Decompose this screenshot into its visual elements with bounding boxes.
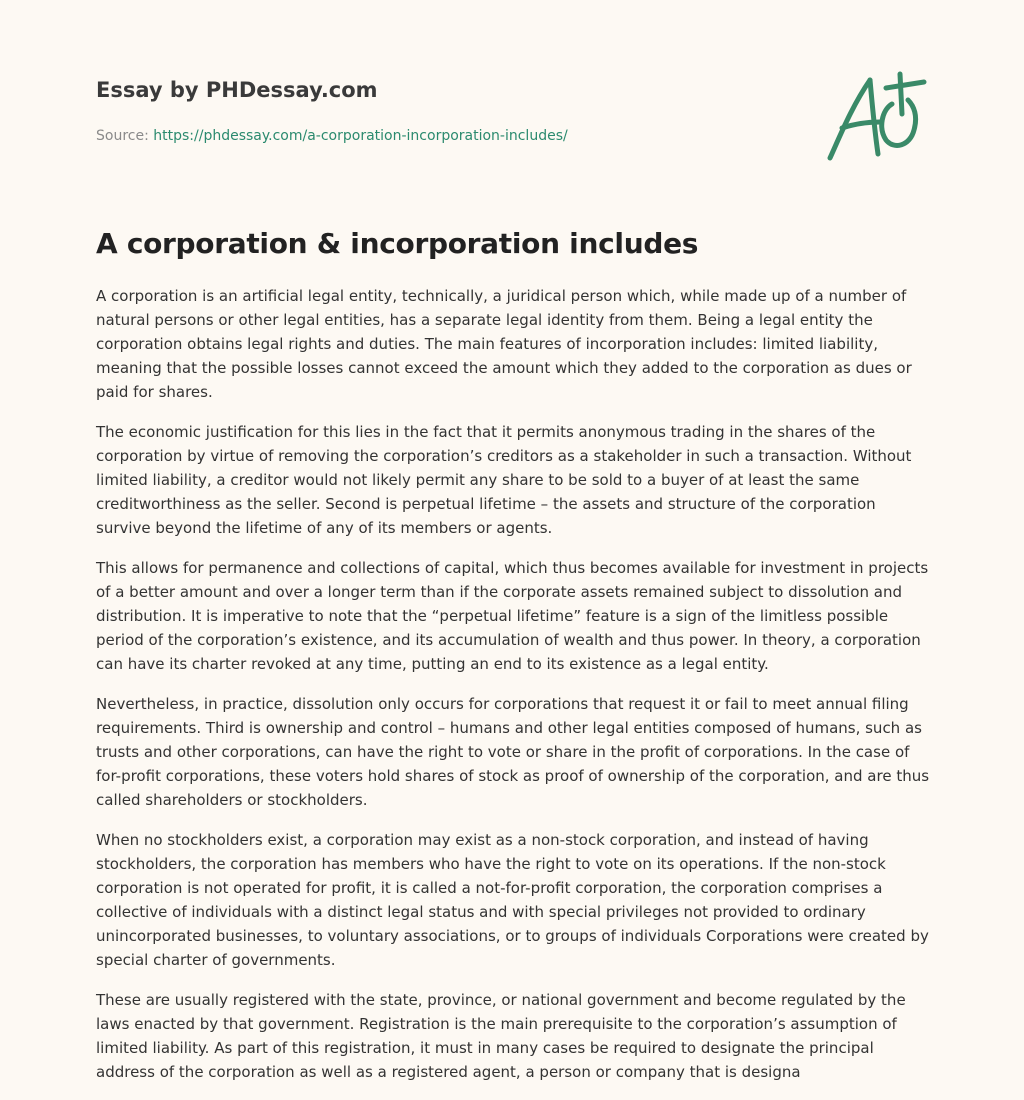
article-paragraph: This allows for permanence and collections of capital, which thus becomes available for investment in projects of a better amount and over a longer term than if the corporate assets remained subject to dissolution and distribution. It is imperative to note that the “perpetual lifetime” feature is a sign of the limitless possible period of the corporation’s existence, and its accumulation of wealth and thus power. In theory, a corporation can have its charter revoked at any time, putting an end to its existence as a legal entity. bbox=[96, 559, 929, 673]
a-plus-logo-icon bbox=[822, 66, 932, 166]
article-title: A corporation & incorporation includes bbox=[96, 227, 699, 260]
article-paragraph: The economic justification for this lies in the fact that it permits anonymous trading in the shares of the corporation by virtue of removing the corporation’s creditors as a stakeholder in such a transaction. Without limited liability, a creditor would not likely permit any share to be sold to a buyer of at least the same creditworthiness as the seller. Second is perpetual lifetime – the assets and structure of the corporation survive beyond the lifetime of any of its members or agents. bbox=[96, 423, 912, 537]
article-paragraph: Nevertheless, in practice, dissolution only occurs for corporations that request it or fail to meet annual filing requirements. Third is ownership and control – humans and other legal entities composed of humans, such as trusts and other corporations, can have the right to vote or share in the profit of corporations. In the case of for-profit corporations, these voters hold shares of stock as proof of ownership of the corporation, and are thus called shareholders or stockholders. bbox=[96, 695, 930, 809]
article-body bbox=[96, 284, 932, 1100]
article-paragraph: A corporation is an artificial legal entity, technically, a juridical person which, while made up of a number of natural persons or other legal entities, has a separate legal identity from them. Being a legal entity the corporation obtains legal rights and duties. The main features of incorporation includes: limited liability, meaning that the possible losses cannot exceed the amount which they added to the corporation as dues or paid for shares. bbox=[96, 287, 912, 401]
source-label: Source: bbox=[96, 128, 154, 144]
article-paragraph: These are usually registered with the state, province, or national government and become regulated by the laws enacted by that government. Registration is the main prerequisite to the corporation’s assumption of limited liability. As part of this registration, it must in many cases be required to designate the principal address of the corporation as well as a registered agent, a person or company that is designa bbox=[96, 991, 906, 1081]
source-line bbox=[96, 126, 796, 146]
page-header bbox=[96, 76, 796, 146]
site-brand: Essay by PHDessay.com bbox=[96, 78, 378, 102]
source-link[interactable]: https://phdessay.com/a-corporation-incorporation-includes/ bbox=[153, 128, 568, 144]
article-paragraph: When no stockholders exist, a corporation may exist as a non-stock corporation, and instead of having stockholders, the corporation has members who have the right to vote on its operations. If the non-stock corporation is not operated for profit, it is called a not-for-profit corporation, the corporation comprises a collective of individuals with a distinct legal status and with special privileges not provided to ordinary unincorporated businesses, to voluntary associations, or to groups of individuals Corporations were created by special charter of governments. bbox=[96, 831, 929, 969]
